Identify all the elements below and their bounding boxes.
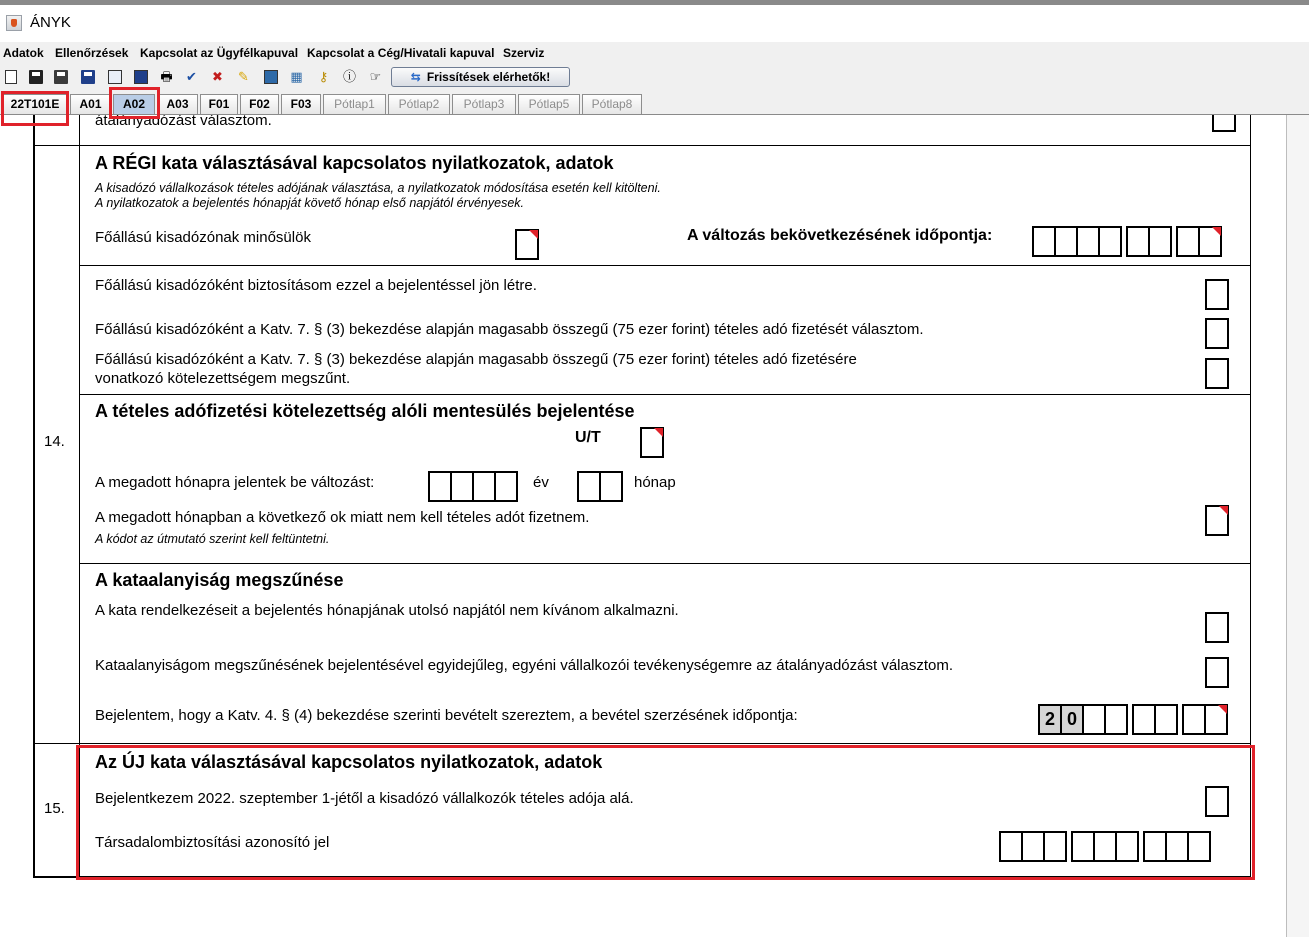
updates-available-button[interactable]	[391, 67, 570, 87]
tab-a01[interactable]: A01	[70, 94, 111, 114]
tab-22t101e[interactable]: 22T101E	[3, 94, 67, 114]
exemption-reason-note: A kódot az útmutató szerint kell feltüntetni.	[95, 532, 330, 546]
cut-off-checkbox[interactable]	[1212, 115, 1236, 132]
cut-off-text: átalányadózást választom.	[95, 115, 272, 129]
section-a-note1: A kisadózó vállalkozások tételes adójának választása, a nyilatkozatok módosítása esetén kell kitölteni.	[95, 181, 661, 195]
higher-tax-label: Főállású kisadózóként a Katv. 7. § (3) bekezdése alapján magasabb összegű (75 ezer forint) tételes adó fizetését választom.	[95, 321, 924, 338]
updates-label: Frissítések elérhetők!	[426, 70, 551, 84]
tab-a02[interactable]: A02	[113, 94, 155, 114]
kata-not-apply-label: A kata rendelkezéseit a bejelentés hónapjának utolsó napjától nem kívánom alkalmazni.	[95, 602, 679, 619]
form-tabstrip	[0, 91, 1309, 115]
ut-label: U/T	[575, 429, 601, 446]
calculator-sheet-icon[interactable]	[106, 68, 123, 85]
section-c-title: A tételes adófizetési kötelezettség alóli mentesülés bejelentése	[95, 401, 635, 421]
insurance-start-checkbox[interactable]	[1205, 279, 1229, 310]
flat-rate-choice-label: Kataalanyiságom megszűnésének bejelentésével egyidejűleg, egyéni vállalkozói tevékenységemre az átalányadózást választom.	[95, 657, 954, 674]
tab-potlap8[interactable]: Pótlap8	[582, 94, 642, 114]
change-month-field[interactable]	[577, 471, 621, 502]
title-bar	[0, 5, 1309, 42]
section-a-note2: A nyilatkozatok a bejelentés hónapját követő hónap első napjától érvényesek.	[95, 196, 524, 210]
tab-f03[interactable]: F03	[281, 94, 321, 114]
exemption-reason-label: A megadott hónapban a következő ok miatt nem kell tételes adót fizetnem.	[95, 509, 590, 526]
row14-number: 14.	[44, 433, 65, 450]
save-icon[interactable]	[27, 68, 44, 85]
year-unit: év	[533, 474, 549, 491]
change-year-field[interactable]	[428, 471, 516, 502]
keys-icon[interactable]: ⚷	[318, 69, 329, 84]
hand-icon[interactable]: ☞	[369, 69, 382, 84]
row14-top-border	[33, 145, 1251, 146]
window-title: ÁNYK	[30, 14, 71, 31]
ssn-label: Társadalombiztosítási azonosító jel	[95, 834, 330, 851]
menu-ugyfelkapu[interactable]: Kapcsolat az Ügyfélkapuval	[140, 46, 299, 60]
row15-title: Az ÚJ kata választásával kapcsolatos nyilatkozatok, adatok	[95, 752, 603, 772]
menu-adatok[interactable]: Adatok	[3, 46, 44, 60]
income-date-label: Bejelentem, hogy a Katv. 4. § (4) bekezdése szerinti bevételt szereztem, a bevétel szerzésének időpontja:	[95, 707, 798, 724]
outer-left-border	[33, 115, 35, 878]
row15-top-border	[33, 743, 1251, 744]
tab-potlap2[interactable]: Pótlap2	[388, 94, 450, 114]
form-page	[0, 115, 1286, 937]
java-app-icon	[6, 15, 22, 31]
tab-f02[interactable]: F02	[240, 94, 279, 114]
month-unit: hónap	[634, 474, 676, 491]
main-job-checkbox[interactable]	[515, 229, 539, 260]
new-kata-registration-checkbox[interactable]	[1205, 786, 1229, 817]
higher-tax-ended-label-line1: Főállású kisadózóként a Katv. 7. § (3) bekezdése alapján magasabb összegű (75 ezer forint) tételes adó fizetésére	[95, 351, 857, 368]
tab-a03[interactable]: A03	[157, 94, 198, 114]
menu-bar	[0, 42, 1309, 64]
flat-rate-choice-checkbox[interactable]	[1205, 657, 1229, 688]
menu-ellenorzesek[interactable]: Ellenőrzések	[55, 46, 129, 60]
section-c-bottom-border	[79, 563, 1251, 564]
row15-number: 15.	[44, 800, 65, 817]
section-b-bottom-border	[79, 394, 1251, 395]
income-date-field[interactable]	[1038, 704, 1226, 735]
kata-not-apply-checkbox[interactable]	[1205, 612, 1229, 643]
print-icon[interactable]: 🖶	[160, 69, 173, 84]
tab-potlap3[interactable]: Pótlap3	[452, 94, 516, 114]
row15-bottom-border	[33, 876, 1251, 878]
info-icon[interactable]: ⓘ	[342, 69, 356, 84]
tab-f01[interactable]: F01	[200, 94, 238, 114]
toolbar	[0, 64, 1309, 91]
menu-cegkapu[interactable]: Kapcsolat a Cég/Hivatali kapuval	[307, 46, 495, 60]
section-d-title: A kataalanyiság megszűnése	[95, 570, 344, 590]
ssn-field[interactable]	[999, 831, 1209, 862]
year-prefix-digit: 0	[1060, 704, 1084, 735]
number-column-border	[79, 115, 80, 878]
year-prefix-digit: 2	[1038, 704, 1062, 735]
copy-icon[interactable]	[2, 68, 19, 85]
menu-szerviz[interactable]: Szerviz	[503, 46, 545, 60]
section-a-bottom-border	[79, 265, 1251, 266]
higher-tax-ended-label-line2: vonatkozó kötelezettségem megszűnt.	[95, 370, 351, 387]
vertical-scrollbar[interactable]	[1286, 115, 1309, 937]
new-kata-registration-label: Bejelentkezem 2022. szeptember 1-jétől a kisadózó vállalkozók tételes adója alá.	[95, 790, 634, 807]
check-icon[interactable]: ✔	[186, 69, 197, 84]
section-a-title: A RÉGI kata választásával kapcsolatos nyilatkozatok, adatok	[95, 153, 614, 173]
change-date-label: A változás bekövetkezésének időpontja:	[687, 227, 993, 244]
main-job-label: Főállású kisadózónak minősülök	[95, 229, 311, 246]
insurance-start-label: Főállású kisadózóként biztosításom ezzel a bejelentéssel jön létre.	[95, 277, 537, 294]
info-book-icon[interactable]	[132, 68, 149, 85]
save-as-icon[interactable]	[52, 68, 69, 85]
tab-potlap1[interactable]: Pótlap1	[323, 94, 386, 114]
calculator-icon[interactable]: ▦	[290, 69, 303, 84]
change-date-field[interactable]	[1032, 226, 1220, 257]
change-month-label: A megadott hónapra jelentek be változást:	[95, 474, 375, 491]
monitor-icon[interactable]	[262, 68, 279, 85]
tab-potlap5[interactable]: Pótlap5	[518, 94, 580, 114]
ut-field[interactable]	[640, 427, 664, 458]
delete-icon[interactable]: ✖	[212, 69, 223, 84]
higher-tax-checkbox[interactable]	[1205, 318, 1229, 349]
higher-tax-ended-checkbox[interactable]	[1205, 358, 1229, 389]
outer-right-border	[1250, 115, 1251, 878]
pencil-icon[interactable]: ✎	[238, 69, 249, 84]
refresh-icon: ⇆	[410, 70, 421, 84]
save-check-icon[interactable]	[79, 68, 96, 85]
exemption-reason-code-field[interactable]	[1205, 505, 1229, 536]
